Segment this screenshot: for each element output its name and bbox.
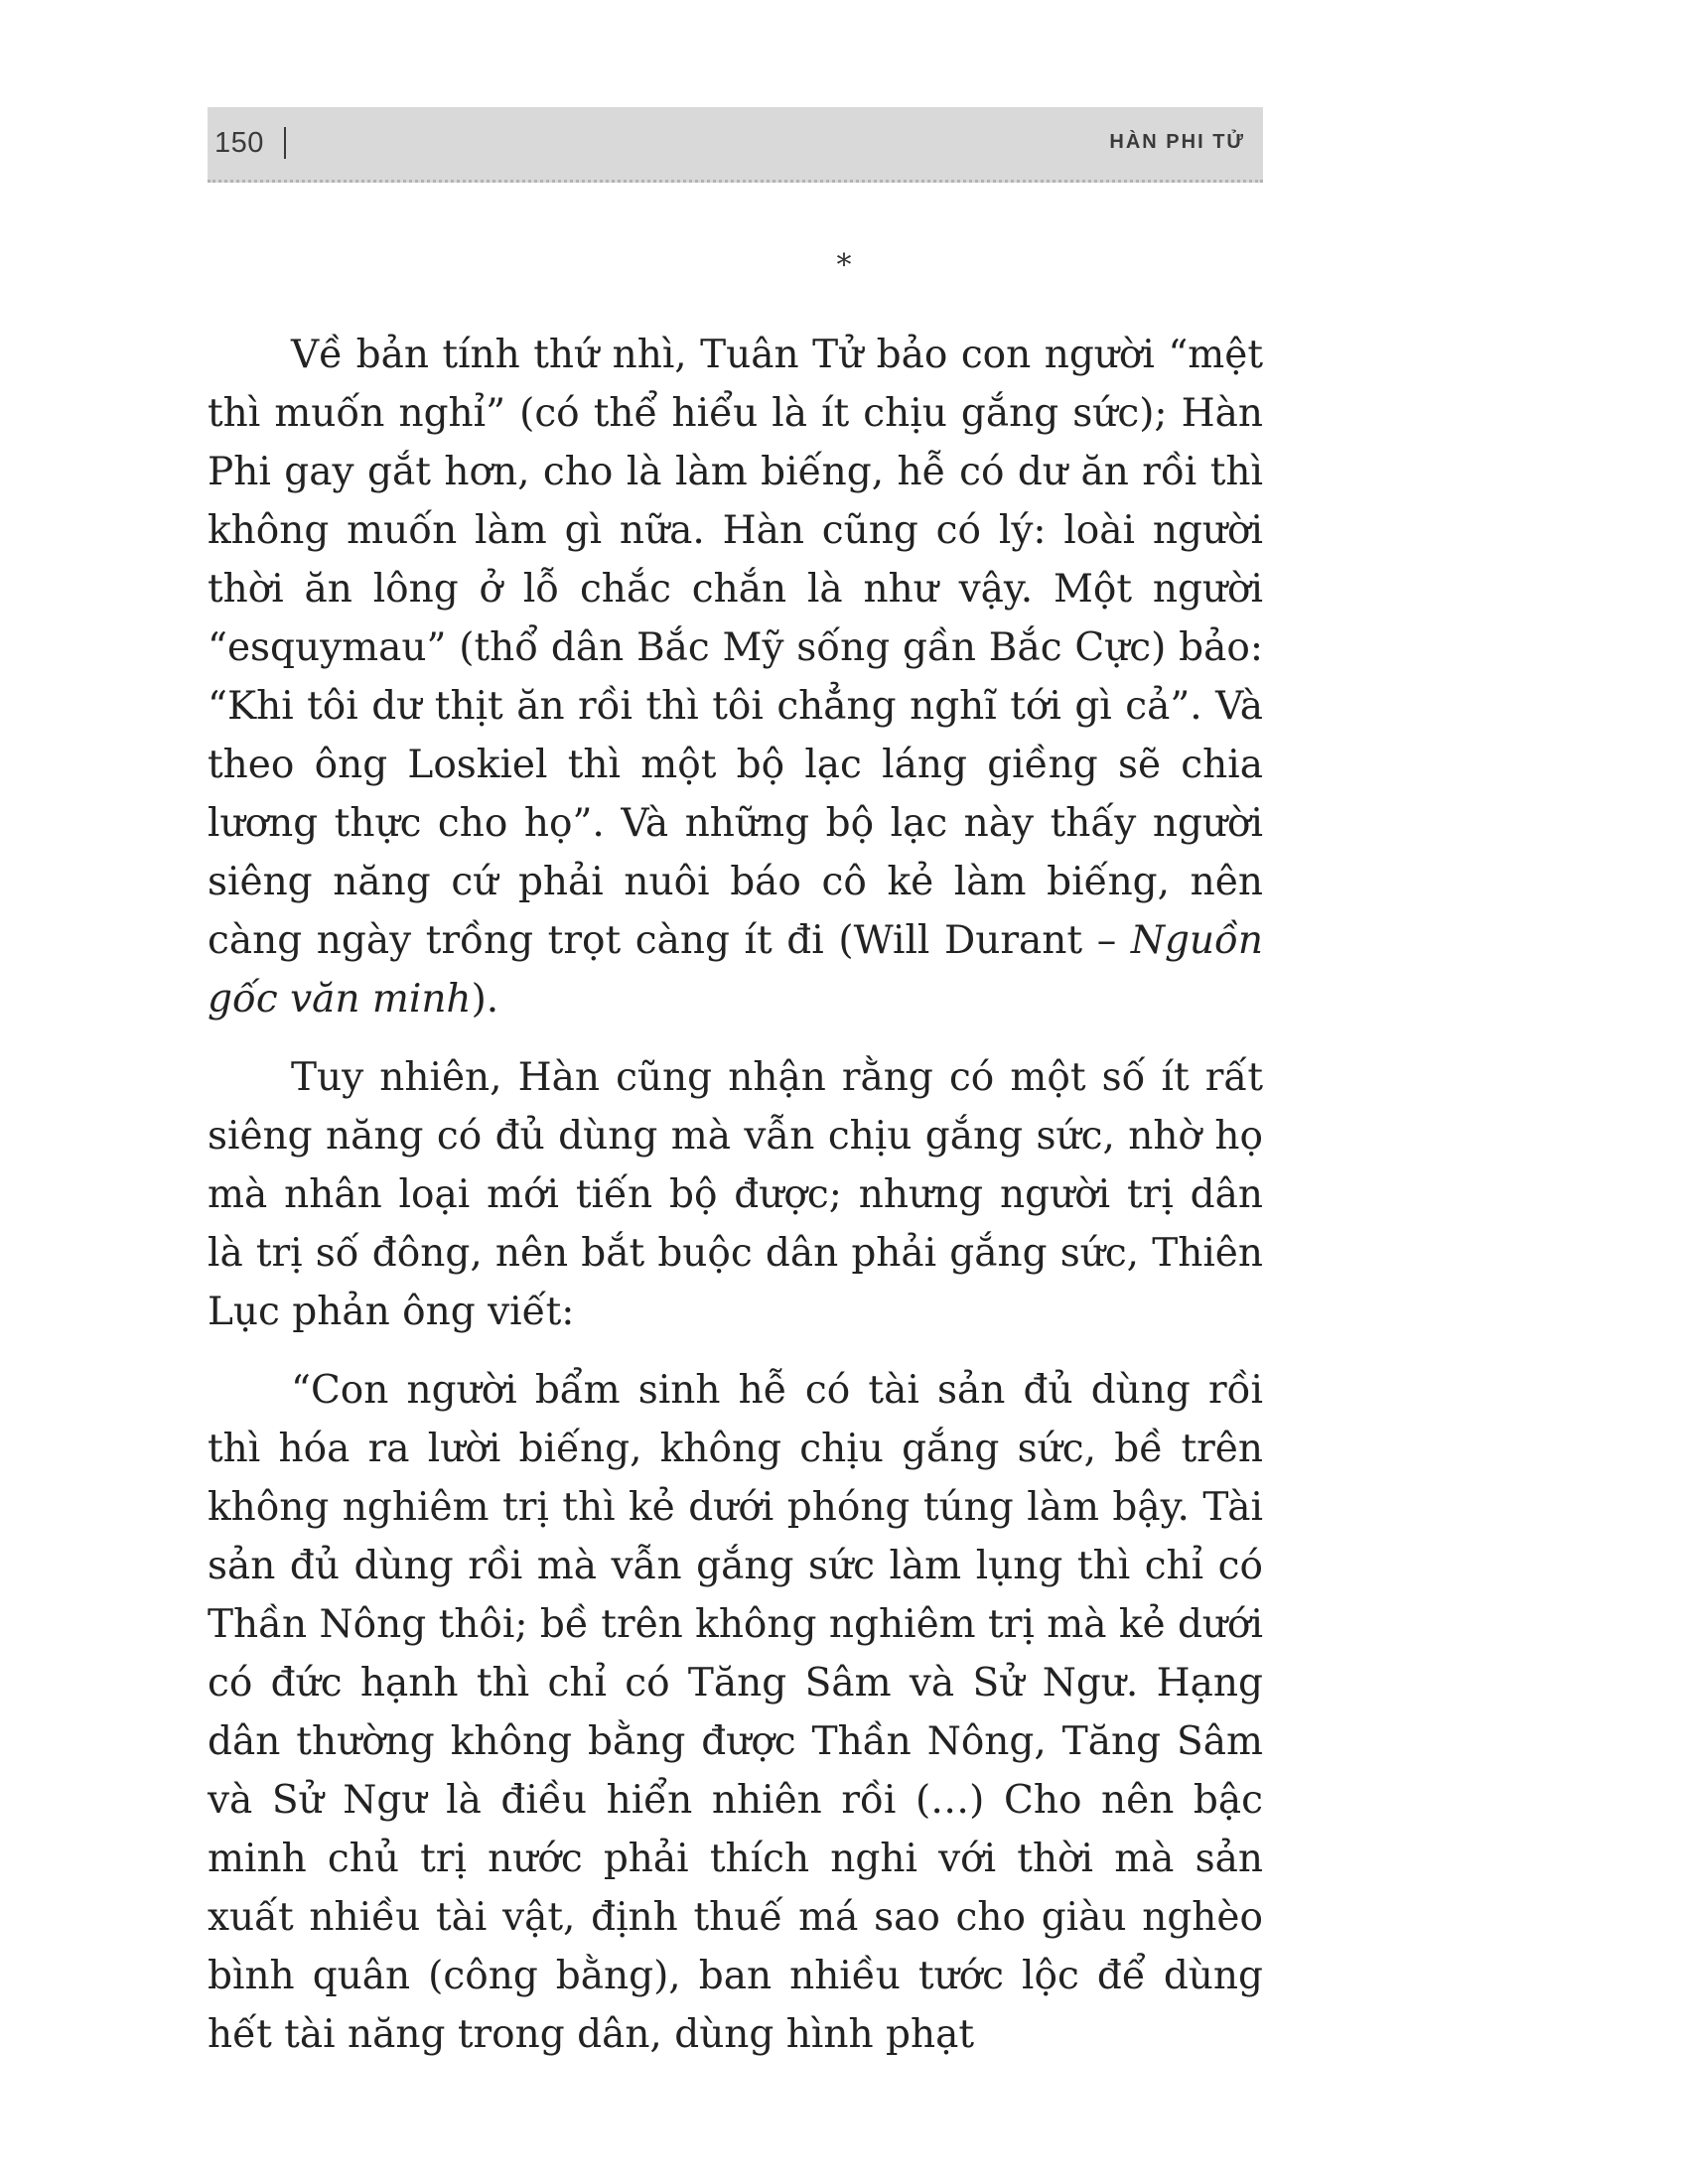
header-divider xyxy=(284,127,286,159)
paragraph-1 xyxy=(208,326,1263,1028)
body-text xyxy=(208,326,1263,2084)
book-citation-italic: Nguồn gốc văn minh xyxy=(208,918,1263,1022)
paragraph-1-text: Về bản tính thứ nhì, Tuân Tử bảo con người “mệt thì muốn nghỉ” (có thể hiểu là ít chịu gắng sức); Hàn Phi gay gắt hơn, cho là làm biếng, hễ có dư ăn rồi thì không muốn làm gì nữa. Hàn cũng có lý: loài người thời ăn lông ở lỗ chắc chắn là như vậy. Một người “esquymau” (thổ dân Bắc Mỹ sống gần Bắc Cực) bảo: “Khi tôi dư thịt ăn rồi thì tôi chẳng nghĩ tới gì cả”. Và theo ông Loskiel thì một bộ lạc láng giềng sẽ chia lương thực cho họ”. Và những bộ lạc này thấy người siêng năng cứ phải nuôi báo cô kẻ làm biếng, nên càng ngày trồng trọt càng ít đi (Will Durant – xyxy=(208,333,1263,963)
paragraph-3-quote: “Con người bẩm sinh hễ có tài sản đủ dùng rồi thì hóa ra lười biếng, không chịu gắng sức, bề trên không nghiêm trị thì kẻ dưới phóng túng làm bậy. Tài sản đủ dùng rồi mà vẫn gắng sức làm lụng thì chỉ có Thần Nông thôi; bề trên không nghiêm trị mà kẻ dưới có đức hạnh thì chỉ có Tăng Sâm và Sử Ngư. Hạng dân thường không bằng được Thần Nông, Tăng Sâm và Sử Ngư là điều hiển nhiên rồi (…) Cho nên bậc minh chủ trị nước phải thích nghi với thời mà sản xuất nhiều tài vật, định thuế má sao cho giàu nghèo bình quân (công bằng), ban nhiều tước lộc để dùng hết tài năng trong dân, dùng hình phạt xyxy=(208,1368,1263,2057)
paragraph-2: Tuy nhiên, Hàn cũng nhận rằng có một số ít rất siêng năng có đủ dùng mà vẫn chịu gắng sức, nhờ họ mà nhân loại mới tiến bộ được; nhưng người trị dân là trị số đông, nên bắt buộc dân phải gắng sức, Thiên Lục phản ông viết: xyxy=(208,1055,1263,1334)
paragraph-1-end: ). xyxy=(471,977,499,1022)
page-number: 150 xyxy=(214,127,264,159)
running-header xyxy=(208,107,1263,183)
section-separator: * xyxy=(836,248,852,283)
book-title: HÀN PHI TỬ xyxy=(1109,131,1245,153)
